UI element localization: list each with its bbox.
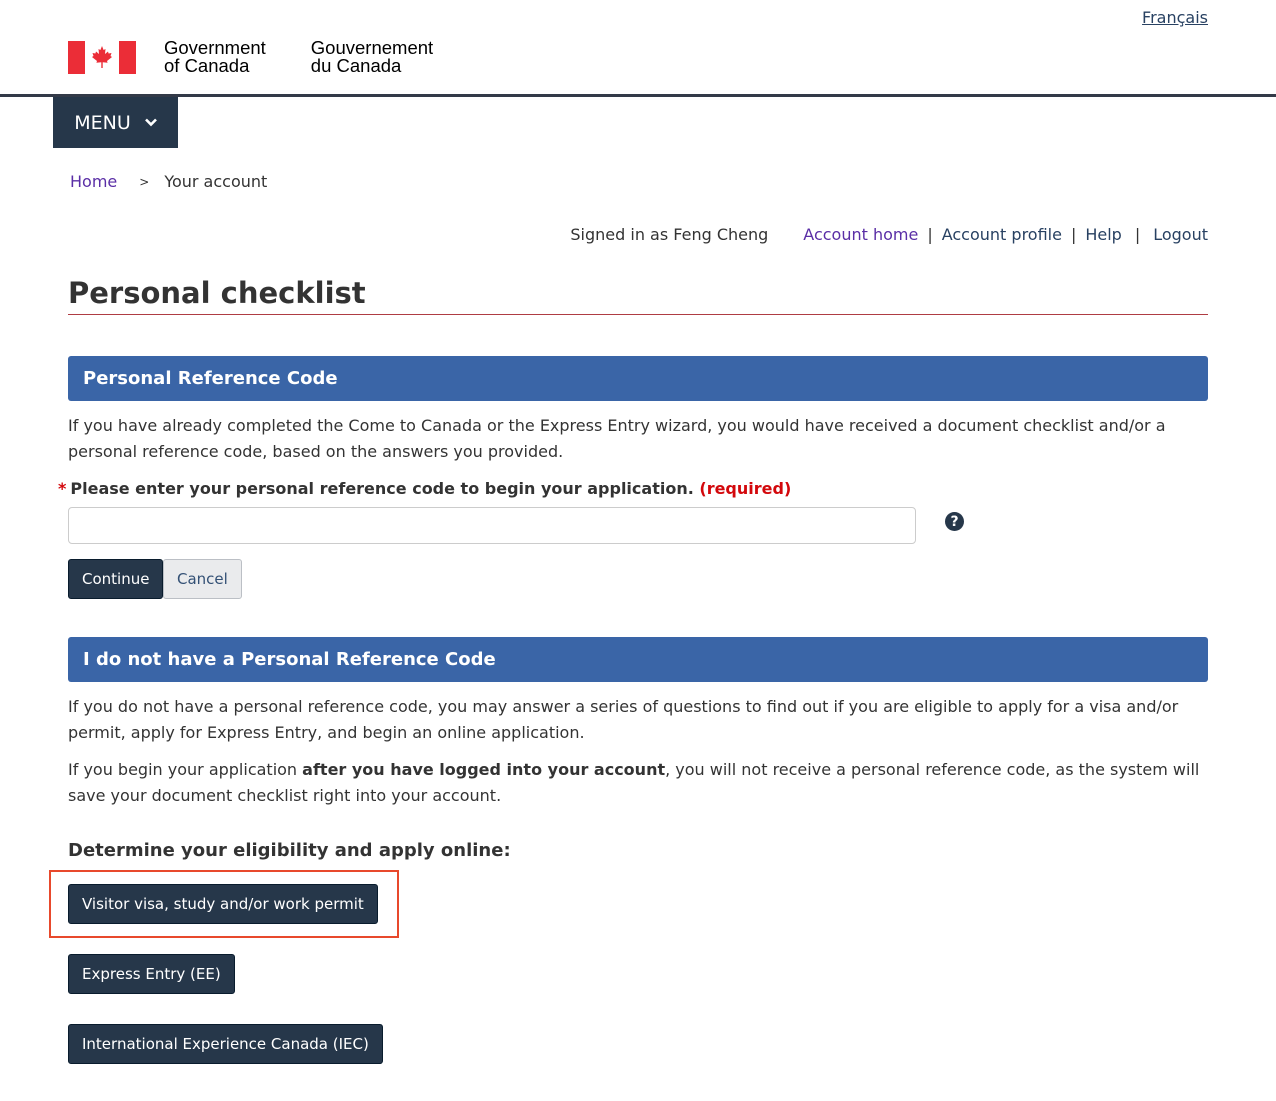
breadcrumb-separator: >	[139, 174, 150, 189]
visitor-visa-study-work-permit-button[interactable]: Visitor visa, study and/or work permit	[68, 884, 378, 924]
help-question-icon[interactable]: ?	[945, 512, 964, 531]
separator: |	[927, 225, 933, 244]
reference-code-label-text: Please enter your personal reference code to begin your application.	[70, 479, 694, 498]
note-text-end: , you will not receive a personal reference code, as the system will save your document checklist right into your account.	[68, 760, 1200, 805]
express-entry-button[interactable]: Express Entry (EE)	[68, 954, 235, 994]
cancel-button[interactable]: Cancel	[163, 559, 242, 599]
brand-fr-line1: Gouvernement	[310, 37, 434, 58]
separator: |	[1070, 225, 1077, 244]
reference-code-description: If you have already completed the Come to Canada or the Express Entry wizard, you would have received a document checklist and/or a personal reference code, based on the answers you provided.	[68, 416, 1166, 461]
section-heading-reference-code: Personal Reference Code	[68, 356, 1208, 401]
brand-en-line2: of Canada	[164, 55, 250, 76]
brand-english	[164, 39, 266, 75]
reference-code-label	[58, 479, 791, 498]
international-experience-canada-button[interactable]: International Experience Canada (IEC)	[68, 1024, 383, 1064]
eligibility-subheading: Determine your eligibility and apply online:	[68, 840, 511, 861]
account-home-link[interactable]: Account home	[803, 225, 919, 244]
account-bar	[570, 225, 1208, 244]
breadcrumb-home-link[interactable]: Home	[70, 172, 118, 191]
account-profile-link[interactable]: Account profile	[941, 225, 1062, 244]
section-heading-no-reference-code: I do not have a Personal Reference Code	[68, 637, 1208, 682]
note-text-bold: after you have logged into your account	[302, 760, 666, 779]
continue-button[interactable]: Continue	[68, 559, 163, 599]
required-text: (required)	[699, 479, 792, 498]
page-title: Personal checklist	[68, 276, 1208, 315]
menu-button[interactable]	[53, 97, 178, 148]
header-divider	[0, 94, 1276, 97]
brand-fr-line2: du Canada	[310, 55, 402, 76]
chevron-down-icon	[145, 118, 157, 127]
no-code-note	[68, 757, 1208, 809]
government-of-canada-logo[interactable]	[68, 39, 478, 75]
logout-link[interactable]: Logout	[1153, 225, 1208, 244]
canada-flag-icon	[68, 41, 136, 74]
required-asterisk: *	[58, 479, 67, 498]
signed-in-text: Signed in as Feng Cheng	[570, 225, 769, 244]
help-link[interactable]: Help	[1085, 225, 1122, 244]
separator: |	[1134, 225, 1141, 244]
brand-french	[311, 39, 433, 75]
breadcrumb	[70, 172, 267, 191]
no-code-description: If you do not have a personal reference code, you may answer a series of questions to find out if you are eligible to apply for a visa and/or permit, apply for Express Entry, and begin an online application.	[68, 697, 1179, 742]
francais-link[interactable]: Français	[1142, 8, 1208, 27]
maple-leaf-icon	[90, 45, 114, 69]
note-text-start: If you begin your application	[68, 760, 303, 779]
menu-label: MENU	[74, 111, 131, 134]
reference-code-input[interactable]	[68, 507, 916, 544]
brand-en-line1: Government	[164, 37, 266, 58]
breadcrumb-current: Your account	[164, 172, 268, 191]
